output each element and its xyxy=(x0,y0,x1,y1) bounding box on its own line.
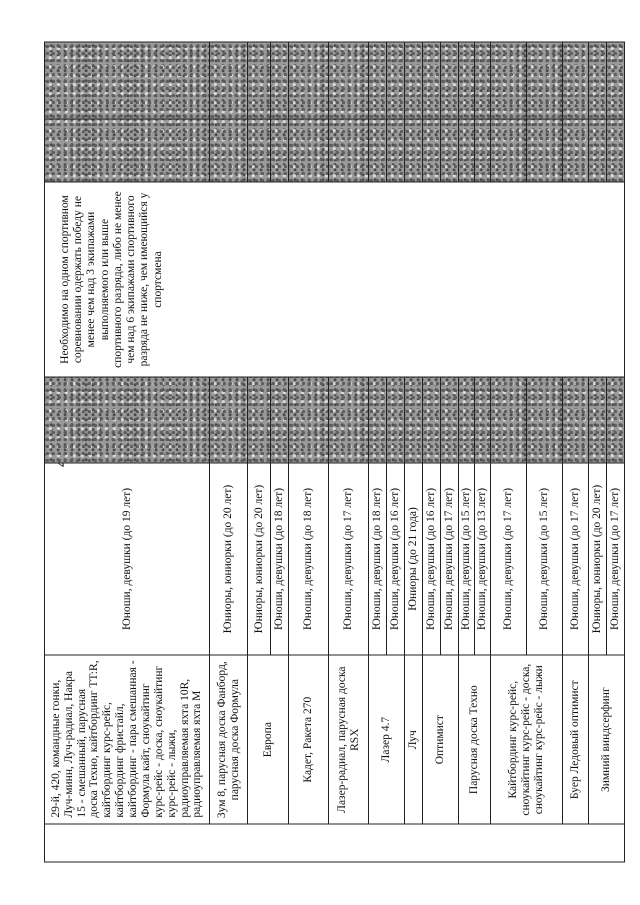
shaded-cell xyxy=(45,42,210,119)
age-group-cell: Юниоры, юниорки (до 20 лет) xyxy=(248,463,271,655)
discipline-cell: 29-й, 420, командные гонки, Луч-минн, Луч-радиал, Накра 15 - смешанный, парусная доска Техно, кайтбординг TT:R, кайтбординг курс-рейс, кайтбординг фристайл, кайтбординг - пара смешанная - Формула кайт, сноукайтинг курс-рейс - доска, сноукайтинг курс-рейс - лыжи, радиоуправляемая яхта 10R, радиоуправляемая яхта М xyxy=(45,655,210,824)
shaded-cell xyxy=(271,42,289,119)
shaded-cell xyxy=(491,119,527,182)
shaded-cell xyxy=(563,119,589,182)
shaded-cell xyxy=(248,42,271,119)
shaded-cell xyxy=(405,377,423,463)
shaded-cell xyxy=(475,377,491,463)
shaded-cell xyxy=(210,377,248,463)
table-row xyxy=(45,42,210,862)
table-row xyxy=(405,42,423,862)
age-group-cell: Юниоры, юниорки (до 20 лет) xyxy=(589,463,607,655)
age-group-cell: Юноши, девушки (до 17 лет) xyxy=(441,463,459,655)
shaded-cell xyxy=(271,119,289,182)
shaded-cell xyxy=(459,119,475,182)
age-group-cell: Юноши, девушки (до 16 лет) xyxy=(423,463,441,655)
shaded-cell xyxy=(329,119,369,182)
shaded-cell xyxy=(589,377,607,463)
table-row xyxy=(289,42,329,862)
table-row xyxy=(589,42,607,862)
shaded-cell xyxy=(329,42,369,119)
shaded-cell xyxy=(271,377,289,463)
discipline-cell: Оптимист xyxy=(423,655,459,824)
shaded-cell xyxy=(405,119,423,182)
empty-left-column xyxy=(45,824,625,862)
shaded-cell xyxy=(527,377,563,463)
table-row xyxy=(459,42,475,862)
qualification-table xyxy=(44,42,625,863)
shaded-cell xyxy=(423,42,441,119)
table-row xyxy=(369,42,387,862)
age-group-cell: Юноши, девушки (до 17 лет) xyxy=(329,463,369,655)
shaded-cell xyxy=(423,119,441,182)
discipline-cell: Парусная доска Техно xyxy=(459,655,491,824)
shaded-cell xyxy=(210,42,248,119)
shaded-cell xyxy=(248,119,271,182)
shaded-cell xyxy=(607,42,625,119)
table-row xyxy=(423,42,441,862)
age-group-cell: Юноши, девушки (до 18 лет) xyxy=(369,463,387,655)
shaded-cell xyxy=(369,42,387,119)
age-group-cell: Юноши, девушки (до 15 лет) xyxy=(527,463,563,655)
shaded-cell xyxy=(387,119,405,182)
shaded-cell xyxy=(441,119,459,182)
shaded-cell xyxy=(387,42,405,119)
age-group-cell: Юноши, девушки (до 13 лет) xyxy=(475,463,491,655)
shaded-cell xyxy=(329,377,369,463)
table-row xyxy=(491,42,527,862)
age-group-cell: Юноши, девушки (до 19 лет) xyxy=(45,463,210,655)
shaded-cell xyxy=(459,42,475,119)
shaded-cell xyxy=(405,42,423,119)
table-row xyxy=(563,42,589,862)
shaded-cell xyxy=(441,377,459,463)
shaded-cell xyxy=(491,377,527,463)
table-row xyxy=(210,42,248,862)
shaded-cell xyxy=(289,42,329,119)
discipline-cell: Зимний виндсерфинг xyxy=(589,655,625,824)
discipline-cell: Кайтбординг курс-рейс, сноукайтинг курс-рейс - доска, сноукайтинг курс-рейс - лыжи xyxy=(491,655,563,824)
discipline-cell: Буер Ледовый оптимист xyxy=(563,655,589,824)
age-group-cell: Юноши, девушки (до 17 лет) xyxy=(491,463,527,655)
age-group-cell: Юноши, девушки (до 17 лет) xyxy=(563,463,589,655)
shaded-cell xyxy=(369,119,387,182)
shaded-cell xyxy=(289,119,329,182)
shaded-cell xyxy=(563,42,589,119)
age-group-cell: Юноши, девушки (до 16 лет) xyxy=(387,463,405,655)
discipline-cell: Европа xyxy=(248,655,289,824)
shaded-cell xyxy=(607,119,625,182)
shaded-cell xyxy=(459,377,475,463)
discipline-cell: Лазер 4.7 xyxy=(369,655,405,824)
shaded-cell xyxy=(210,119,248,182)
shaded-cell xyxy=(289,377,329,463)
shaded-cell xyxy=(563,377,589,463)
shaded-cell xyxy=(387,377,405,463)
shaded-cell xyxy=(441,42,459,119)
table-row xyxy=(329,42,369,862)
age-group-cell: Юноши, девушки (до 18 лет) xyxy=(271,463,289,655)
discipline-cell: Лазер-радиал, парусная доска RSX xyxy=(329,655,369,824)
shaded-cell xyxy=(589,119,607,182)
discipline-cell: Зум 8, парусная доска Фанборд, парусная доска Формула xyxy=(210,655,248,824)
requirement-cell: Необходимо на одном спортивном соревновании одержать победу не менее чем над 3 экипажами выполняемого или выше спортивного разряда, либо не менее чем над 6 экипажами спортивного разряда не ниже, чем имеющийся у спортсмена xyxy=(45,182,625,377)
shaded-cell xyxy=(589,42,607,119)
shaded-cell xyxy=(527,119,563,182)
shaded-cell xyxy=(248,377,271,463)
shaded-cell xyxy=(475,119,491,182)
age-group-cell: Юниоры, юниорки (до 20 лет) xyxy=(210,463,248,655)
age-group-cell: Юниоры (до 21 года) xyxy=(405,463,423,655)
discipline-cell: Кадет, Ракета 270 xyxy=(289,655,329,824)
shaded-cell xyxy=(475,42,491,119)
age-group-cell: Юноши, девушки (до 15 лет) xyxy=(459,463,475,655)
shaded-cell xyxy=(607,377,625,463)
age-group-cell: Юноши, девушки (до 17 лет) xyxy=(607,463,625,655)
shaded-cell xyxy=(45,119,210,182)
shaded-cell xyxy=(491,42,527,119)
shaded-cell xyxy=(369,377,387,463)
shaded-cell xyxy=(527,42,563,119)
age-group-cell: Юноши, девушки (до 18 лет) xyxy=(289,463,329,655)
shaded-cell xyxy=(45,377,210,463)
table-row xyxy=(248,42,271,862)
rotated-table-page xyxy=(44,42,622,863)
discipline-cell: Луч xyxy=(405,655,423,824)
shaded-cell xyxy=(423,377,441,463)
